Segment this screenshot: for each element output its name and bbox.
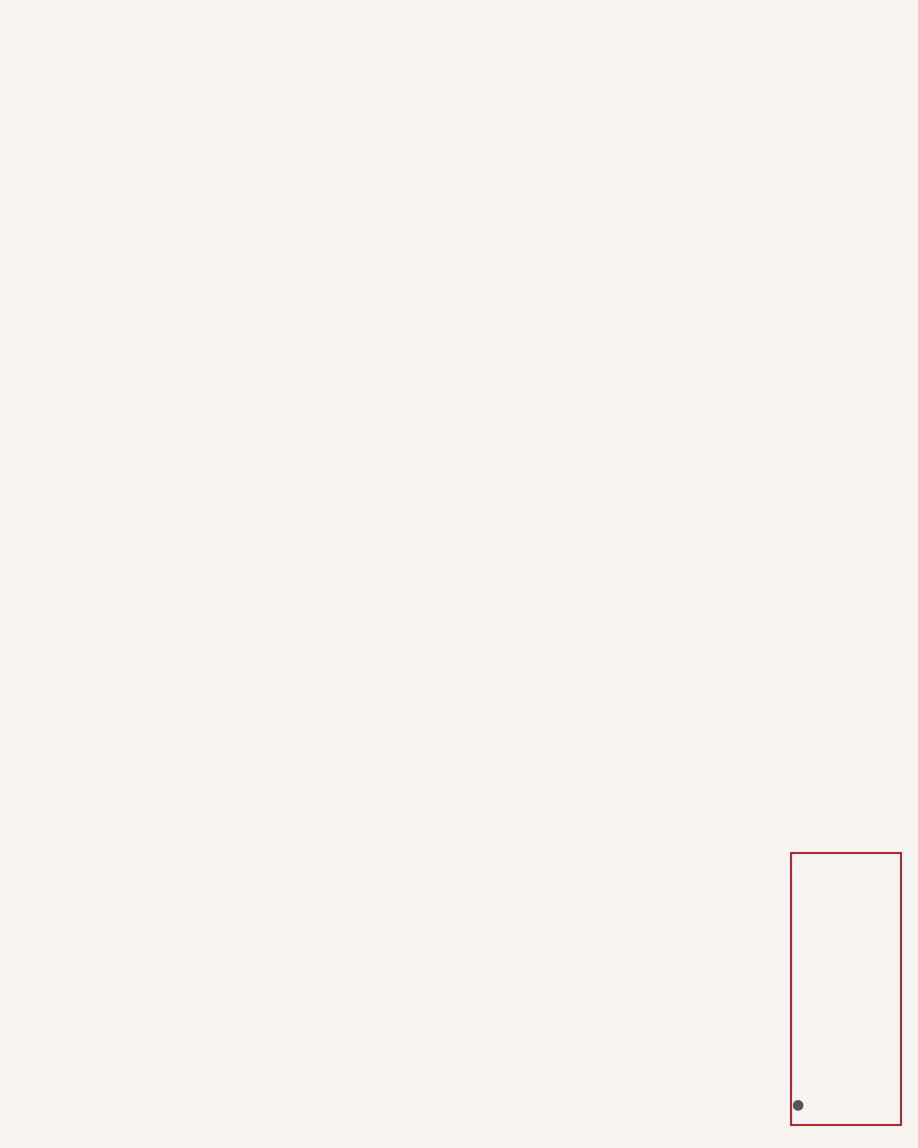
wechat-icon: ● bbox=[792, 1097, 805, 1113]
watermark bbox=[792, 1094, 804, 1113]
annotation-box bbox=[790, 852, 902, 1126]
